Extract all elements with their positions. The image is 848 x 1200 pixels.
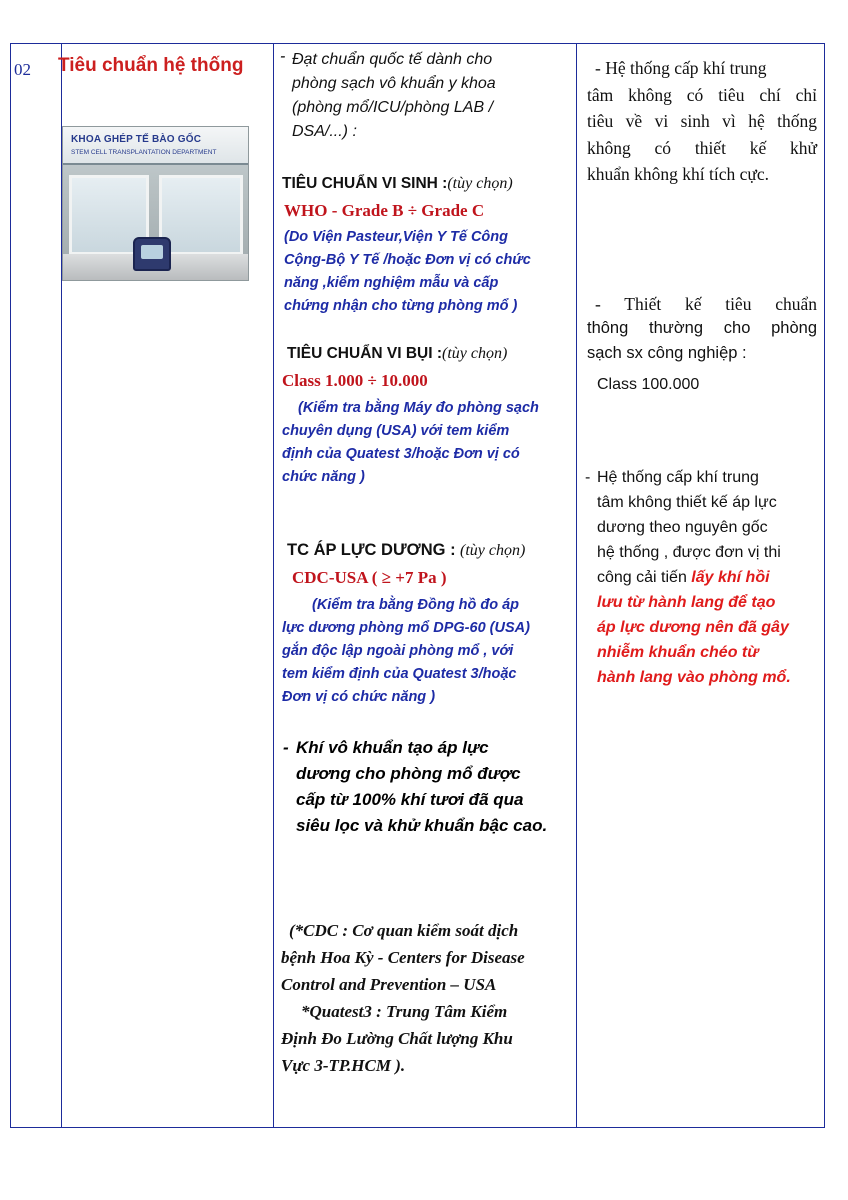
micro-value: WHO - Grade B ÷ Grade C bbox=[284, 201, 485, 220]
pressure-value: CDC-USA ( ≥ +7 Pa ) bbox=[292, 568, 447, 587]
dust-heading: TIÊU CHUẨN VI BỤI :(tùy chọn) bbox=[287, 345, 508, 362]
right-block3-dash: - bbox=[585, 469, 591, 486]
dust-note: (Kiểm tra bằng Máy đo phòng sạch chuyên dụng (USA) với tem kiểm định của Quatest 3/hoặc Đơn vị có chức năng ) bbox=[282, 400, 539, 485]
right-block-dust-cont: thông thường cho phòng sạch sx công nghiệp : bbox=[587, 319, 817, 362]
micro-heading: TIÊU CHUẨN VI SINH :(tùy chọn) bbox=[282, 175, 513, 192]
right-block-dust: - Thiết kế tiêu chuẩn bbox=[595, 294, 817, 314]
right-class-value: Class 100.000 bbox=[597, 376, 700, 393]
department-sign bbox=[63, 127, 249, 165]
air-statement: Khí vô khuẩn tạo áp lực dương cho phòng mổ được cấp từ 100% khí tươi đã qua siêu lọc và khử khuẩn bậc cao. bbox=[296, 738, 548, 835]
air-dash: - bbox=[283, 738, 289, 757]
right-block-microbiology: - Hệ thống cấp khí trung tâm không có tiêu chí chỉ tiêu về vi sinh vì hệ thống không có thiết kế khử khuẩn không khí tích cực. bbox=[587, 58, 817, 184]
department-photo bbox=[62, 126, 249, 281]
row-title: Tiêu chuẩn hệ thống bbox=[58, 55, 244, 76]
intro-text: Đạt chuẩn quốc tế dành cho phòng sạch vô khuẩn y khoa (phòng mổ/ICU/phòng LAB / DSA/...) : bbox=[292, 51, 496, 140]
right-block-pressure: Hệ thống cấp khí trung tâm không thiết kế áp lực dương theo nguyên gốc hệ thống , được đơn vị thi công cải tiến lấy khí hồi lưu từ hành lang để tạo áp lực dương nên đã gây nhiễm khuẩn chéo từ hành lang vào phòng mổ. bbox=[597, 469, 791, 686]
footnote: (*CDC : Cơ quan kiểm soát dịch bệnh Hoa Kỳ - Centers for Disease Control and Prevention – USA *Quatest3 : Trung Tâm Kiểm Định Đo Lường Chất lượng Khu Vực 3-TP.HCM ). bbox=[281, 921, 525, 1075]
pressure-gauge-icon bbox=[133, 237, 171, 271]
red-warning-inline: lấy khí hồi bbox=[691, 569, 770, 586]
micro-note: (Do Viện Pasteur,Viện Y Tế Công Cộng-Bộ Y Tế /hoặc Đơn vị có chức năng ,kiểm nghiệm mẫu và cấp chứng nhận cho từng phòng mổ ) bbox=[284, 229, 531, 314]
column-divider bbox=[576, 44, 577, 1127]
column-divider bbox=[273, 44, 274, 1127]
pressure-heading: TC ÁP LỰC DƯƠNG : (tùy chọn) bbox=[287, 541, 526, 559]
sign-title: KHOA GHÉP TẾ BÀO GỐC bbox=[71, 134, 202, 145]
sign-subtitle: STEM CELL TRANSPLANTATION DEPARTMENT bbox=[71, 149, 217, 156]
window-right bbox=[159, 175, 243, 255]
pressure-note: (Kiểm tra bằng Đồng hồ đo áp lực dương phòng mổ DPG-60 (USA) gắn độc lập ngoài phòng mổ , với tem kiểm định của Quatest 3/hoặc Đơn vị có chức năng ) bbox=[282, 597, 530, 705]
intro-dash: - bbox=[280, 48, 286, 65]
row-number: 02 bbox=[14, 60, 31, 79]
dust-value: Class 1.000 ÷ 10.000 bbox=[282, 371, 428, 390]
